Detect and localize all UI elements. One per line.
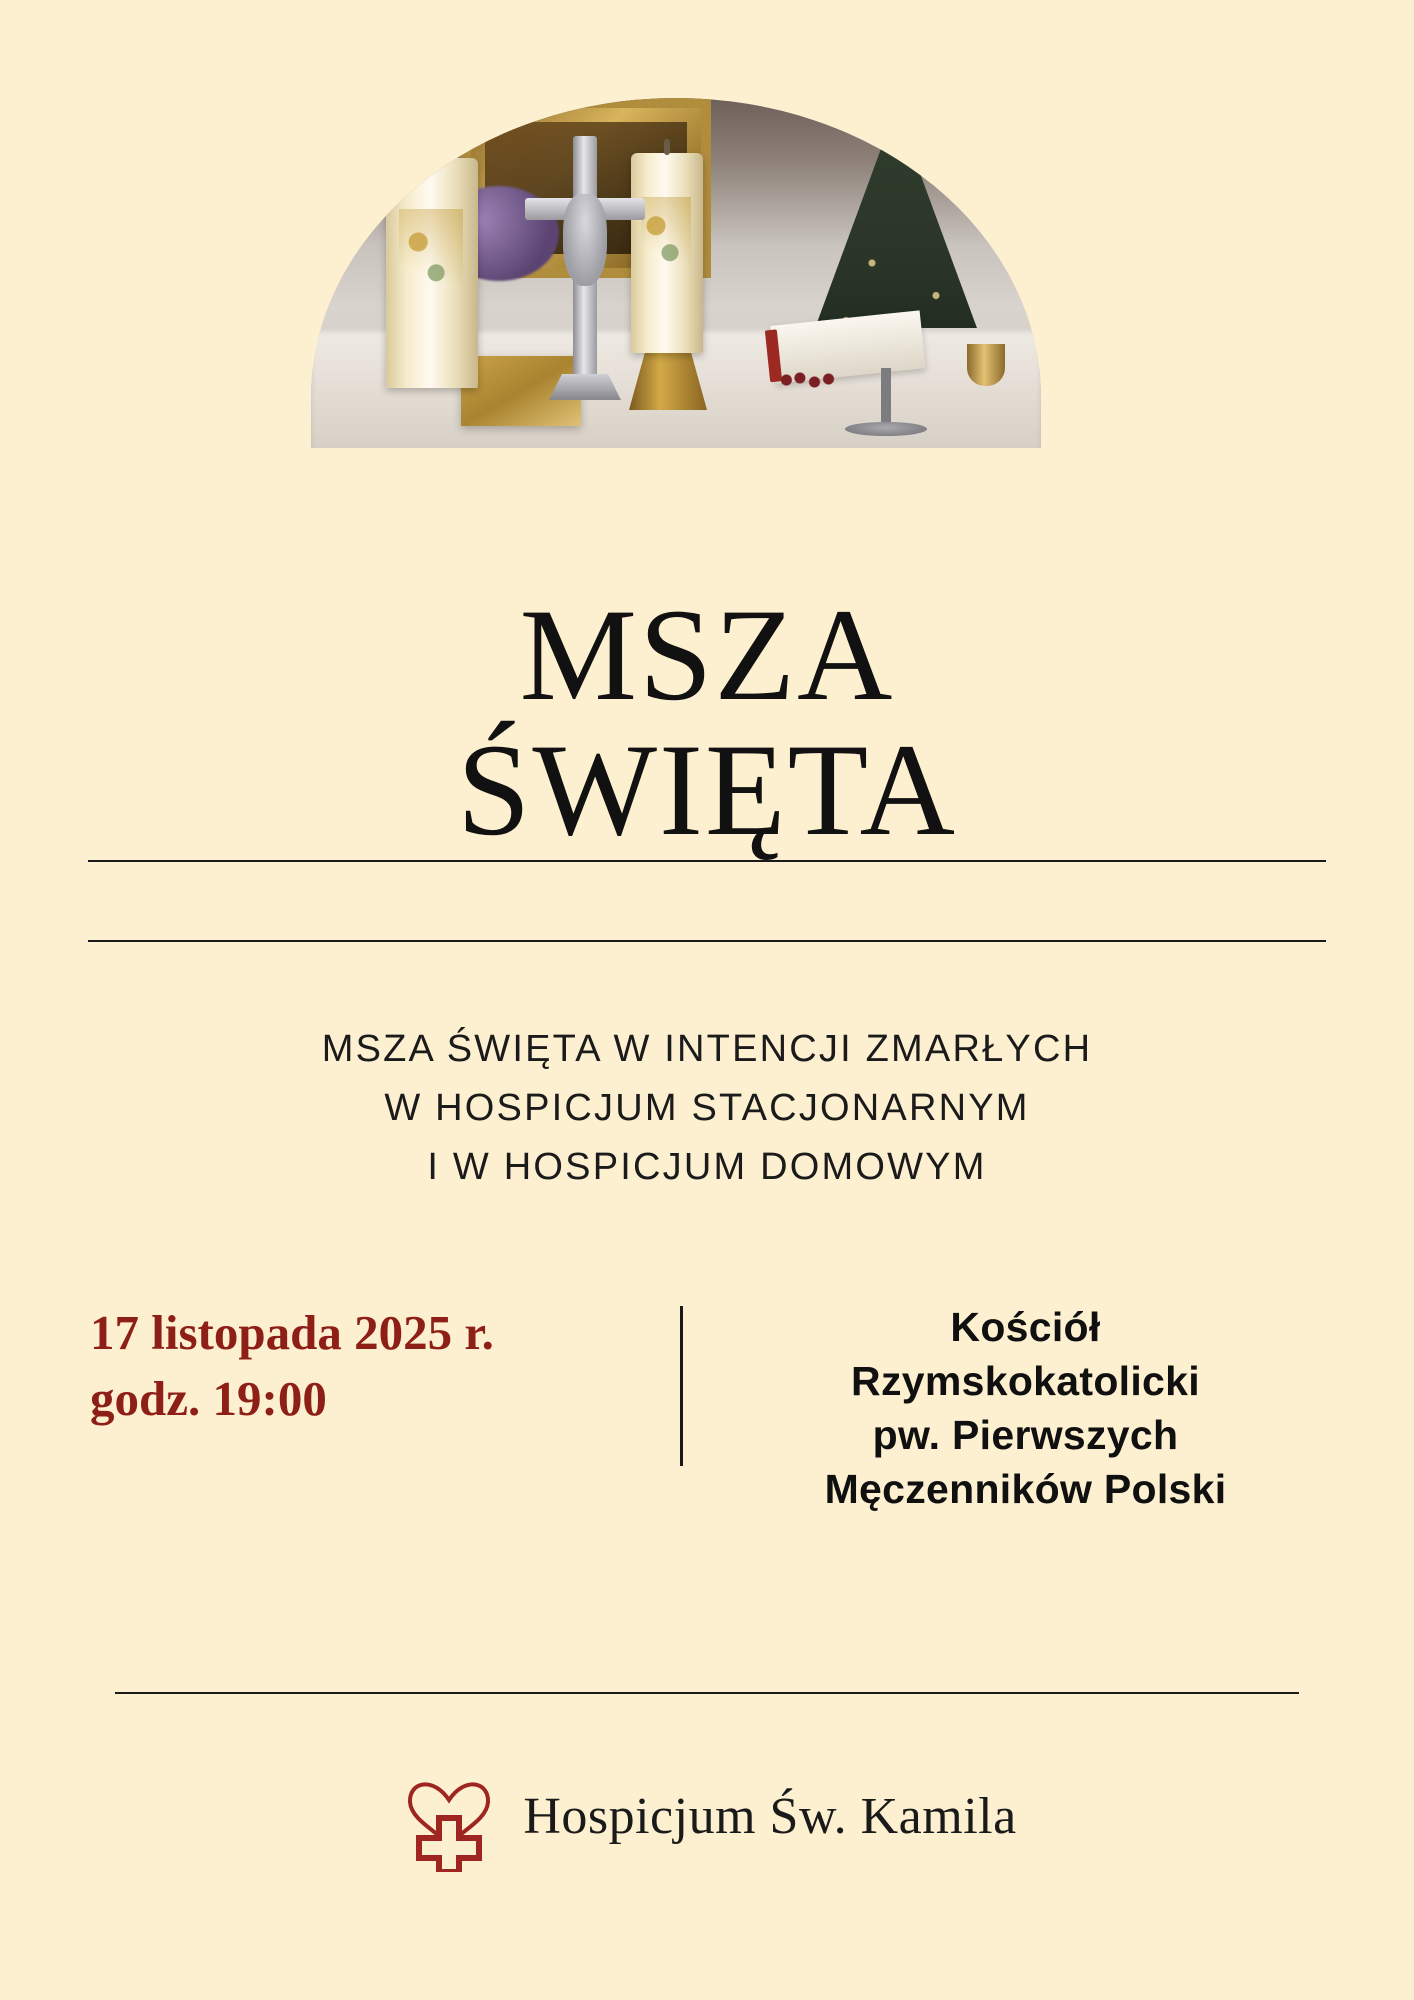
details-block (80, 1300, 1334, 1516)
place-line-1: Kościół (950, 1304, 1101, 1350)
altar-photo-frame (311, 98, 1041, 448)
candle-decoration-icon (641, 197, 691, 293)
crucifix-icon (525, 136, 645, 386)
footer (0, 1760, 1414, 1872)
event-time: godz. 19:00 (90, 1371, 327, 1427)
event-place (717, 1300, 1334, 1516)
candle-wick-icon (664, 139, 670, 155)
place-line-4: Męczenników Polski (824, 1466, 1227, 1513)
candle-wick-icon (429, 144, 435, 160)
candle-decoration-icon (399, 209, 463, 319)
rosary-beads-icon (781, 370, 835, 390)
intention-block (0, 1020, 1414, 1197)
event-date: 17 listopada 2025 r. (90, 1305, 494, 1360)
intention-line-3: I W HOSPICJUM DOMOWYM (427, 1145, 987, 1188)
place-line-3: pw. Pierwszych (872, 1412, 1179, 1459)
divider-bottom (115, 1692, 1299, 1694)
event-datetime (80, 1300, 680, 1432)
place-line-2: Rzymskokatolicki (851, 1358, 1200, 1405)
divider-second (88, 940, 1326, 942)
divider-top (88, 860, 1326, 862)
page-title (0, 581, 1414, 864)
cross-corpus (563, 194, 607, 286)
altar-photo (311, 98, 1041, 448)
intention-line-2: W HOSPICJUM STACJONARNYM (384, 1086, 1030, 1129)
candle-left-icon (386, 158, 478, 388)
heart-cross-icon (397, 1760, 501, 1872)
cross-base (549, 374, 621, 400)
chalice-icon (967, 344, 1005, 386)
vertical-divider (680, 1306, 683, 1466)
intention-line-1: MSZA ŚWIĘTA W INTENCJI ZMARŁYCH (321, 1028, 1093, 1070)
title-line-2: ŚWIĘTA (457, 716, 957, 864)
microphone-stand-icon (881, 368, 891, 428)
title-line-1: MSZA (519, 581, 895, 729)
organization-name: Hospicjum Św. Kamila (523, 1787, 1017, 1845)
